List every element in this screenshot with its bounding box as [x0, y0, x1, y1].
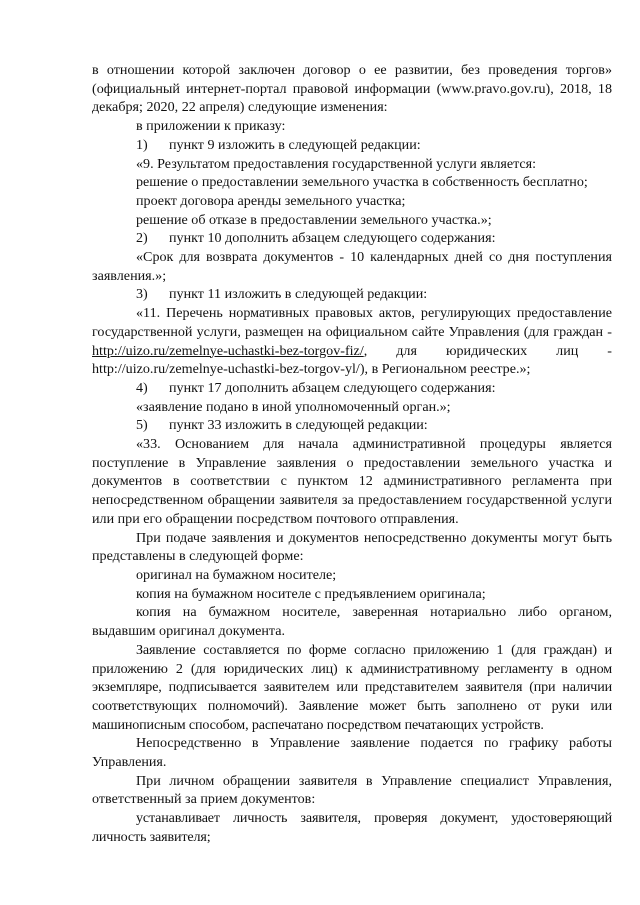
numbered-item	[92, 379, 612, 398]
paragraph: копия на бумажном носителе, заверенная нотариально либо органом, выдавшим оригинал документа.	[92, 604, 612, 640]
paragraph: в приложении к приказу:	[136, 118, 286, 135]
item-text: пункт 10 дополнить абзацем следующего содержания:	[169, 230, 496, 247]
paragraph: «33. Основанием для начала административной процедуры является поступление в Управление заявления о предоставлении земельного участка и документов в соответствии с пунктом 12 административного регламента при непосредственном обращении заявителя за предоставлением государственной услуги или при его обращении посредством почтового отправления.	[92, 436, 612, 527]
paragraph: Заявление составляется по форме согласно приложению 1 (для граждан) и приложению 2 (для юридических лиц) к административному регламенту в одном экземпляре, подписывается заявителем или представителем заявителя (при наличии соответствующих полномочий). Заявление может быть заполнено от руки или машинописным способом, распечатано посредством печатающих устройств.	[92, 641, 612, 733]
item-text: пункт 11 изложить в следующей редакции:	[169, 286, 428, 303]
numbered-item	[92, 285, 612, 304]
item-number: 4)	[136, 379, 148, 396]
item-text: пункт 17 дополнить абзацем следующего содержания:	[169, 379, 496, 396]
item-number: 2)	[136, 230, 148, 247]
paragraph	[92, 304, 612, 379]
item-number: 3)	[136, 286, 148, 303]
numbered-item	[92, 136, 612, 155]
paragraph: оригинал на бумажном носителе;	[136, 566, 337, 583]
paragraph: При подаче заявления и документов непосредственно документы могут быть представлены в следующей форме:	[92, 529, 612, 565]
paragraph: в отношении которой заключен договор о ее развитии, без проведения торгов» (официальный интернет-портал правовой информации (www.pravo.gov.ru), 2018, 18 декабря; 2020, 22 апреля) следующие изменения:	[92, 62, 612, 116]
paragraph: решение о предоставлении земельного участка в собственность бесплатно;	[136, 174, 588, 191]
paragraph: «9. Результатом предоставления государственной услуги является:	[136, 155, 537, 172]
numbered-item	[92, 229, 612, 248]
item-text: пункт 33 изложить в следующей редакции:	[169, 417, 428, 434]
paragraph: устанавливает личность заявителя, проверяя документ, удостоверяющий личность заявителя;	[92, 810, 612, 845]
paragraph: копия на бумажном носителе с предъявлением оригинала;	[136, 585, 486, 602]
hyperlink[interactable]: http://uizo.ru/zemelnye-uchastki-bez-torgov-fiz/	[92, 342, 364, 359]
paragraph-text: , для юридических лиц - http://uizo.ru/zemelnye-uchastki-bez-torgov-yl/), в Региональном реестре.»;	[92, 342, 612, 378]
paragraph: решение об отказе в предоставлении земельного участка.»;	[136, 211, 492, 228]
document-page	[92, 61, 612, 847]
numbered-item	[92, 416, 612, 435]
item-number: 5)	[136, 417, 148, 434]
paragraph: При личном обращении заявителя в Управление специалист Управления, ответственный за прием документов:	[92, 772, 612, 808]
item-text: пункт 9 изложить в следующей редакции:	[169, 136, 421, 153]
paragraph: Непосредственно в Управление заявление подается по графику работы Управления.	[92, 735, 612, 771]
paragraph: проект договора аренды земельного участка;	[136, 192, 406, 209]
paragraph-text: «11. Перечень нормативных правовых актов, регулирующих предоставление государственной услуги, размещен на официальном сайте Управления (для граждан -	[92, 305, 612, 340]
paragraph: «Срок для возврата документов - 10 календарных дней со дня поступления заявления.»;	[92, 249, 612, 284]
item-number: 1)	[136, 136, 148, 153]
paragraph: «заявление подано в иной уполномоченный орган.»;	[136, 398, 451, 415]
